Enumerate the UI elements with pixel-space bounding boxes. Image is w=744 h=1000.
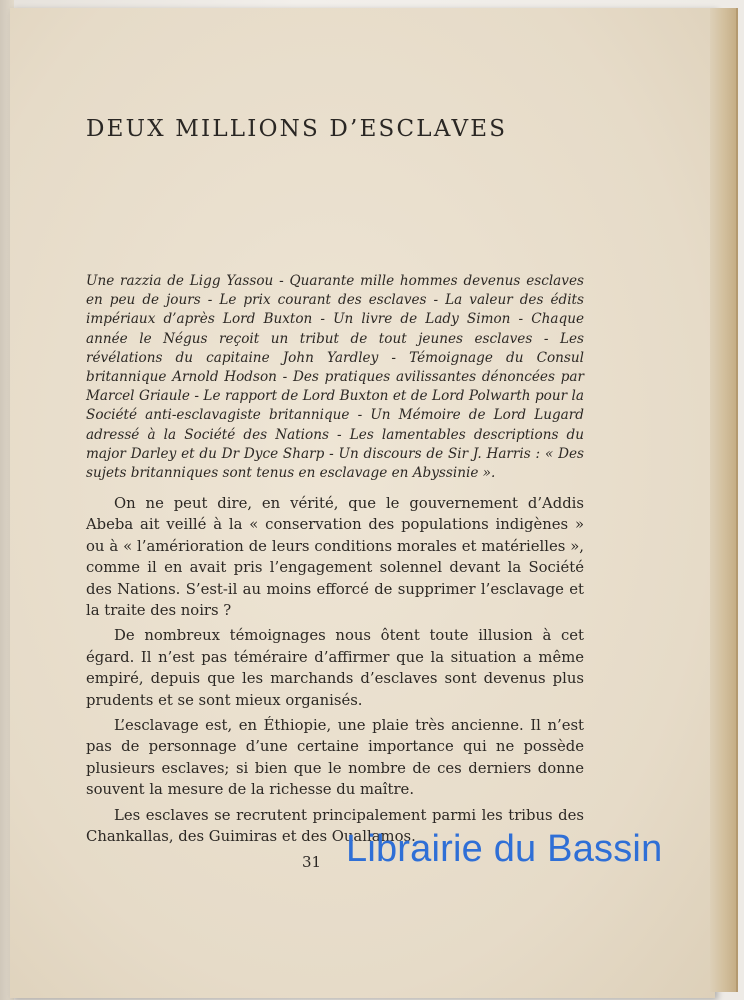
page-edge <box>710 8 738 992</box>
body-paragraph: Les esclaves se recrutent principalement parmi les tribus des Chankallas, des Guimiras et des Ouallamos. <box>86 806 584 846</box>
body-paragraph: De nombreux témoignages nous ôtent toute illusion à cet égard. Il n’est pas téméraire d’affirmer que la situation a même empiré, depuis que les marchands d’esclaves sont devenus plus prudents et se sont mieux organisés. <box>86 627 584 709</box>
watermark-text: Librairie du Bassin <box>346 828 663 870</box>
chapter-summary: Une razzia de Ligg Yassou - Quarante mille hommes devenus esclaves en peu de jours - Le prix courant des esclaves - La valeur des édits impériaux d’après Lord Buxton - Un livre de Lady Simon - Chaque année le Négus reçoit un tribut de tout jeunes esclaves - Les révélations du capitaine John Yardley - Témoignage du Consul britannique Arnold Hodson - Des pratiques avilissantes dénoncées par Marcel Griaule - Le rapport de Lord Buxton et de Lord Polwarth pour la Société anti-esclavagiste britannique - Un Mémoire de Lord Lugard adressé à la Société des Nations - Les lamentables descriptions du major Darley et du Dr Dyce Sharp - Un discours de Sir J. Harris : « Des sujets britanniques sont tenus en esclavage en Abyssinie ». <box>86 273 584 482</box>
chapter-title: DEUX MILLIONS D’ESCLAVES <box>86 116 508 142</box>
body-paragraph: L’esclavage est, en Éthiopie, une plaie très ancienne. Il n’est pas de personnage d’une certaine importance qui ne possède plusieurs esclaves; si bien que le nombre de ces derniers donne souvent la mesure de la richesse du maître. <box>86 717 584 799</box>
body-paragraph: On ne peut dire, en vérité, que le gouvernement d’Addis Abeba ait veillé à la « conservation des populations indigènes » ou à « l’amérioration de leurs conditions morales et matérielles », comme il en avait pris l’engagement solennel devant la Société des Nations. S’est-il au moins efforcé de supprimer l’esclavage et la traite des noirs ? <box>86 495 584 620</box>
page-number: 31 <box>302 853 322 871</box>
body-text <box>86 493 584 852</box>
